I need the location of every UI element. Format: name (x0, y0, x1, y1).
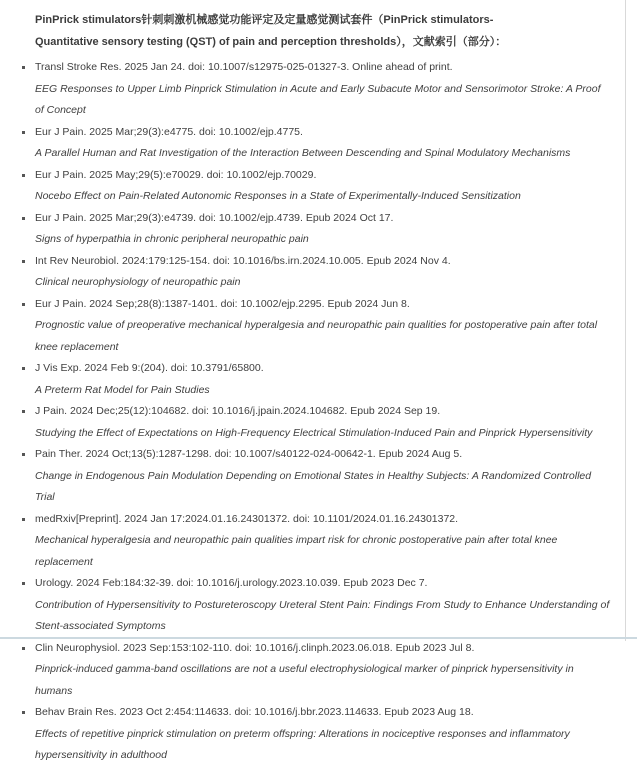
citation-item (35, 573, 623, 638)
citation-ref: Eur J Pain. 2025 May;29(5):e70029. doi: 10.1002/ejp.70029. (35, 168, 317, 181)
citation-ref: medRxiv[Preprint]. 2024 Jan 17:2024.01.16.24301372. doi: 10.1101/2024.01.16.24301372. (35, 512, 459, 525)
window-bottom-border (0, 637, 637, 639)
citation-ref: Clin Neurophysiol. 2023 Sep:153:102-110. doi: 10.1016/j.clinph.2023.06.018. Epub 2023 Jul 8. (35, 641, 475, 654)
citation-title: A Preterm Rat Model for Pain Studies (35, 383, 210, 396)
citation-ref: Eur J Pain. 2024 Sep;28(8):1387-1401. doi: 10.1002/ejp.2295. Epub 2024 Jun 8. (35, 297, 410, 310)
citation-item (35, 57, 623, 122)
citation-title: Prognostic value of preoperative mechanical hyperalgesia and neuropathic pain qualities for postoperative pain after total knee replacement (35, 319, 598, 353)
citation-item (35, 122, 623, 165)
citation-title: Effects of repetitive pinprick stimulation on preterm offspring: Alterations in nociceptive responses and inflammatory hypersensitivity in adulthood (35, 727, 570, 761)
citation-ref: Eur J Pain. 2025 Mar;29(3):e4739. doi: 10.1002/ejp.4739. Epub 2024 Oct 17. (35, 211, 394, 224)
citation-title: EEG Responses to Upper Limb Pinprick Stimulation in Acute and Early Subacute Motor and Sensorimotor Stroke: A Proof of Concept (35, 82, 601, 116)
citation-title: Studying the Effect of Expectations on High-Frequency Electrical Stimulation-Induced Pain and Pinprick Hypersensitivity (35, 426, 593, 439)
document-title: PinPrick stimulators针刺刺激机械感觉功能评定及定量感觉测试套件（PinPrick stimulators- Quantitative sensory testing (QST) of pain and perception thresholds），文献索引（部分）： (35, 14, 507, 48)
citation-list (0, 57, 637, 767)
citation-ref: Pain Ther. 2024 Oct;13(5):1287-1298. doi: 10.1007/s40122-024-00642-1. Epub 2024 Aug 5. (35, 448, 463, 460)
citation-title: Clinical neurophysiology of neuropathic pain (35, 276, 241, 288)
citation-item (35, 251, 623, 294)
citation-item (35, 165, 623, 208)
citation-title: Nocebo Effect on Pain-Related Autonomic Responses in a State of Experimentally-Induced Sensitization (35, 190, 521, 202)
citation-title: Pinprick-induced gamma-band oscillations are not a useful electrophysiological marker of pinprick hypersensitivity in humans (35, 663, 574, 697)
citation-ref: J Pain. 2024 Dec;25(12):104682. doi: 10.1016/j.jpain.2024.104682. Epub 2024 Sep 19. (35, 405, 441, 417)
window-right-border (625, 0, 626, 641)
citation-item (35, 208, 623, 251)
citation-ref: Urology. 2024 Feb:184:32-39. doi: 10.1016/j.urology.2023.10.039. Epub 2023 Dec 7. (35, 577, 428, 589)
citation-title: A Parallel Human and Rat Investigation of the Interaction Between Descending and Spinal Modulatory Mechanisms (35, 147, 571, 159)
citation-item (35, 509, 623, 574)
citation-ref: Behav Brain Res. 2023 Oct 2:454:114633. doi: 10.1016/j.bbr.2023.114633. Epub 2023 Aug 18. (35, 706, 474, 718)
citation-title: Change in Endogenous Pain Modulation Depending on Emotional States in Healthy Subjects: A Randomized Controlled Trial (35, 469, 592, 503)
citation-item (35, 401, 623, 444)
citation-title: Mechanical hyperalgesia and neuropathic pain qualities impart risk for chronic postoperative pain after total knee replacement (35, 534, 558, 568)
citation-ref: Int Rev Neurobiol. 2024:179:125-154. doi: 10.1016/bs.irn.2024.10.005. Epub 2024 Nov 4. (35, 254, 451, 267)
citation-title: Signs of hyperpathia in chronic peripheral neuropathic pain (35, 233, 309, 245)
citation-ref: Transl Stroke Res. 2025 Jan 24. doi: 10.1007/s12975-025-01327-3. Online ahead of print. (35, 61, 453, 73)
citation-item (35, 358, 623, 401)
citation-title: Contribution of Hypersensitivity to Postureteroscopy Ureteral Stent Pain: Findings From Study to Enhance Understanding of Stent-associated Symptoms (35, 598, 610, 632)
citation-ref: J Vis Exp. 2024 Feb 9:(204). doi: 10.3791/65800. (35, 362, 264, 374)
citation-item (35, 702, 623, 767)
citation-item (35, 294, 623, 359)
citation-ref: Eur J Pain. 2025 Mar;29(3):e4775. doi: 10.1002/ejp.4775. (35, 125, 303, 138)
citation-item (35, 444, 623, 509)
citation-item (35, 638, 623, 703)
